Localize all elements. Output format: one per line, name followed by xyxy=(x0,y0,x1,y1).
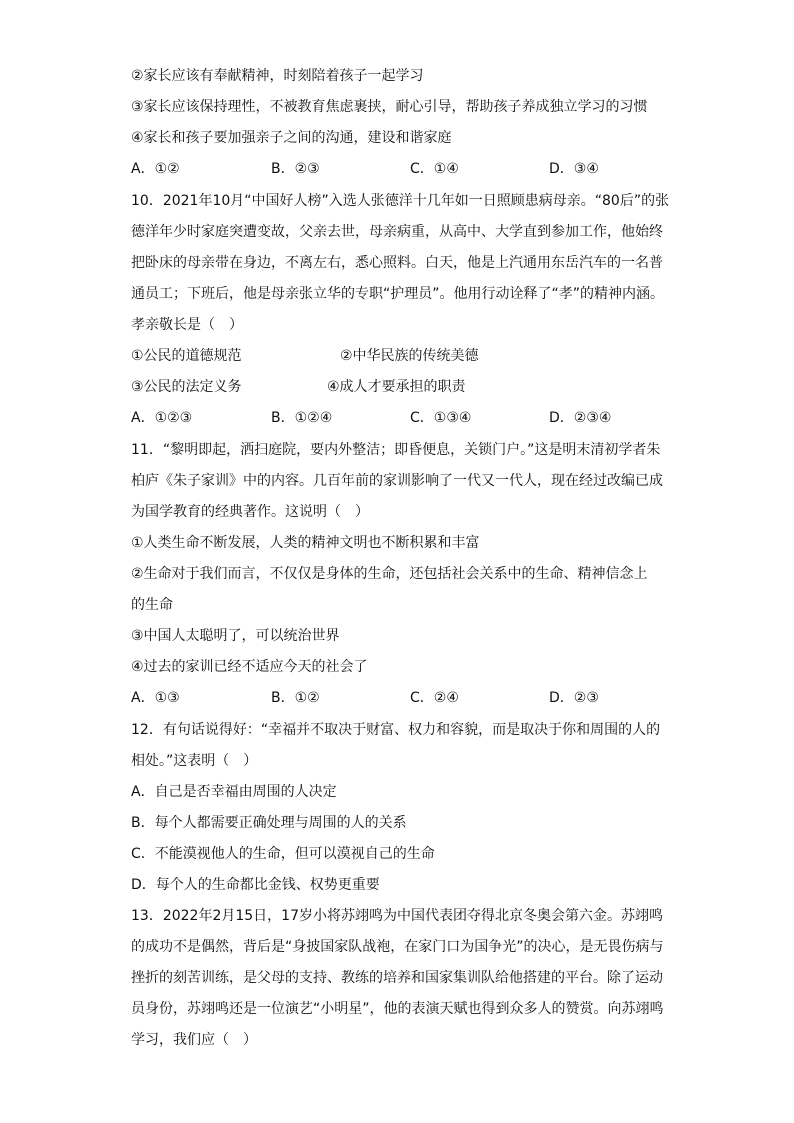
q10-item-2: ②中华民族的传统美德 xyxy=(340,348,479,364)
q9-option-d[interactable]: D．③④ xyxy=(549,161,599,177)
q10-option-d[interactable]: D．②③④ xyxy=(549,410,612,426)
q11-item-4: ④过去的家训已经不适应今天的社会了 xyxy=(131,659,368,675)
q11-item-2: ②生命对于我们而言，不仅仅是身体的生命，还包括社会关系中的生命、精神信念上 xyxy=(131,566,648,582)
q9-option-b[interactable]: B．②③ xyxy=(271,161,320,177)
q11-option-b[interactable]: B．①② xyxy=(271,690,320,706)
q11-stem-line: 为国学教育的经典著作。这说明（ ） xyxy=(131,504,369,520)
q11-option-a[interactable]: A．①③ xyxy=(131,690,180,706)
q11-stem-line: 柏庐《朱子家训》中的内容。几百年前的家训影响了一代又一代人，现在经过改编已成 xyxy=(131,473,663,489)
q9-item-2: ②家长应该有奉献精神，时刻陪着孩子一起学习 xyxy=(131,68,424,84)
q10-option-a[interactable]: A．①②③ xyxy=(131,410,193,426)
q11-options xyxy=(131,688,671,708)
q10-stem-line: 把卧床的母亲带在身边，不离左右，悉心照料。白天，他是上汽通用东岳汽车的一名普 xyxy=(131,255,663,271)
q10-options xyxy=(131,408,671,428)
q12-stem-line: 12．有句话说得好：“幸福并不取决于财富、权力和容貌，而是取决于你和周围的人的 xyxy=(131,722,661,738)
q11-item-3: ③中国人太聪明了，可以统治世界 xyxy=(131,628,340,644)
q10-stem-line: 孝亲敬长是（ ） xyxy=(131,317,243,333)
q10-stem-line: 10．2021年10月“中国好人榜”入选人张德洋十几年如一日照顾患病母亲。“80后”的张 xyxy=(131,193,670,209)
q10-item-1: ①公民的道德规范 xyxy=(131,348,242,364)
q9-item-4: ④家长和孩子要加强亲子之间的沟通，建设和谐家庭 xyxy=(131,130,452,146)
q11-stem-line: 11．“黎明即起，洒扫庭院，要内外整洁；即昏便息，关锁门户。”这是明末清初学者朱 xyxy=(131,442,661,458)
q10-option-c[interactable]: C．①③④ xyxy=(410,410,472,426)
q10-item-4: ④成人才要承担的职责 xyxy=(327,379,466,395)
q13-stem-line: 学习，我们应（ ） xyxy=(131,1032,257,1048)
q9-option-c[interactable]: C．①④ xyxy=(410,161,459,177)
q12-choice-d[interactable]: D．每个人的生命都比金钱、权势更重要 xyxy=(131,877,380,893)
q11-option-d[interactable]: D．②③ xyxy=(549,690,599,706)
q10-stem-line: 德洋年少时家庭突遭变故，父亲去世，母亲病重，从高中、大学直到参加工作，他始终 xyxy=(131,224,663,240)
q11-option-c[interactable]: C．②④ xyxy=(410,690,459,706)
q13-stem-line: 挫折的刻苦训练，是父母的支持、教练的培养和国家集训队给他搭建的平台。除了运动 xyxy=(131,970,663,986)
q9-options xyxy=(131,159,671,179)
q13-stem-line: 的成功不是偶然，背后是“身披国家队战袍，在家门口为国争光”的决心，是无畏伤病与 xyxy=(131,939,664,955)
q11-item-2-cont: 的生命 xyxy=(131,597,173,613)
q12-stem-line: 相处。”这表明（ ） xyxy=(131,753,258,769)
q11-item-1: ①人类生命不断发展，人类的精神文明也不断积累和丰富 xyxy=(131,535,480,551)
q10-items-row-1 xyxy=(131,346,671,366)
q12-choice-a[interactable]: A．自己是否幸福由周围的人决定 xyxy=(131,784,337,800)
q12-choice-c[interactable]: C．不能漠视他人的生命，但可以漠视自己的生命 xyxy=(131,846,435,862)
q9-item-3: ③家长应该保持理性，不被教育焦虑裹挟，耐心引导，帮助孩子养成独立学习的习惯 xyxy=(131,99,648,115)
q10-item-3: ③公民的法定义务 xyxy=(131,379,242,395)
q10-items-row-2 xyxy=(131,377,671,397)
q13-stem-line: 13．2022年2月15日，17岁小将苏翊鸣为中国代表团夺得北京冬奥会第六金。苏翊鸣 xyxy=(131,908,663,924)
q10-option-b[interactable]: B．①②④ xyxy=(271,410,333,426)
q9-option-a[interactable]: A．①② xyxy=(131,161,180,177)
q10-stem-line: 通员工；下班后，他是母亲张立华的专职“护理员”。他用行动诠释了“孝”的精神内涵。 xyxy=(131,286,665,302)
q12-choice-b[interactable]: B．每个人都需要正确处理与周围的人的关系 xyxy=(131,815,407,831)
q13-stem-line: 员身份，苏翊鸣还是一位演艺“小明星”，他的表演天赋也得到众多人的赞赏。向苏翊鸣 xyxy=(131,1001,664,1017)
